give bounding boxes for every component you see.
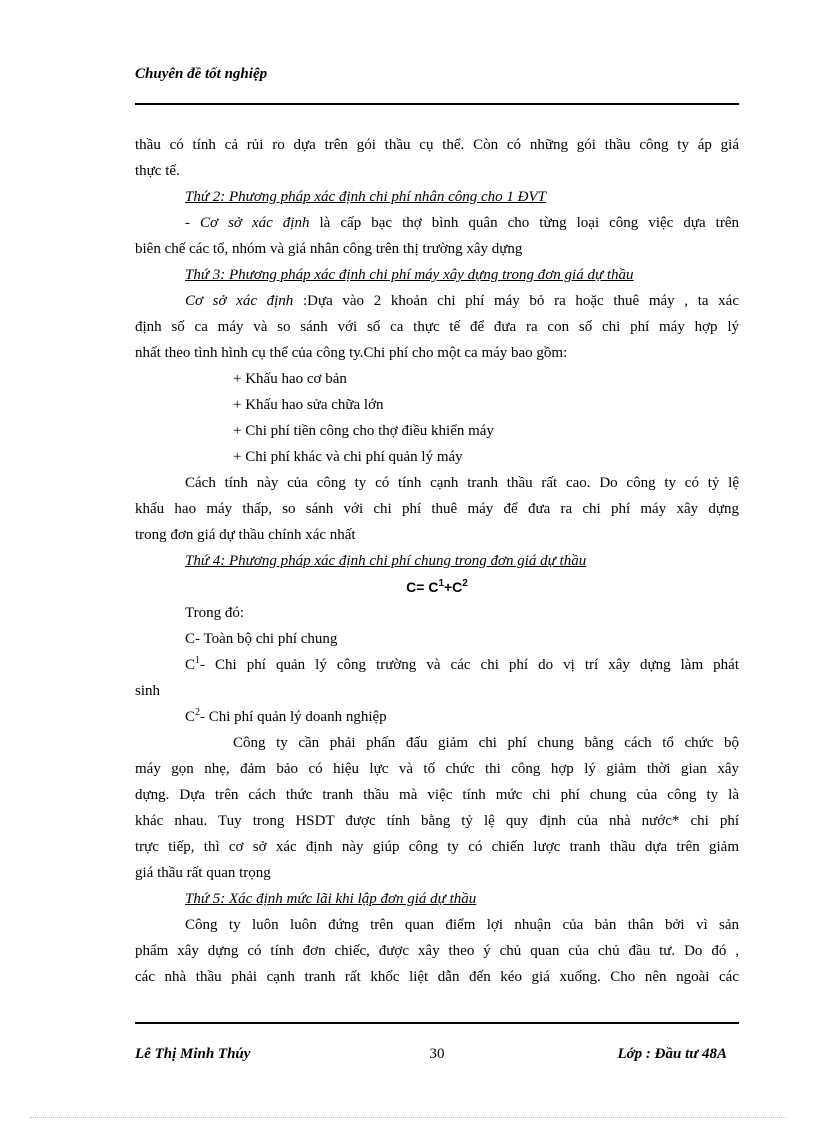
body-line: phẩm xây dựng có tính đơn chiếc, được xây theo ý chủ quan của chủ đầu tư. Do đó ,: [135, 943, 739, 959]
body-line: Cách tính này của công ty có tính cạnh tranh thầu rất cao. Do công ty có tỷ lệ: [185, 475, 739, 491]
body-line: dựng. Dựa trên cách thức tranh thầu mà việc tính mức chi phí chung của công ty là: [135, 787, 739, 803]
body-line: Công ty luôn luôn đứng trên quan điểm lợi nhuận của bản thân bởi vì sản: [185, 917, 739, 933]
section-heading-3: Thứ 3: Phương pháp xác định chi phí máy xây dựng trong đơn giá dự thầu: [185, 267, 634, 283]
text-run: - Chi phí quản lý công trường và các chi phí do vị trí xây dựng làm phát: [200, 657, 739, 673]
body-line: máy gọn nhẹ, đảm bảo có hiệu lực và tổ chức thi công hợp lý giảm thời gian xây: [135, 761, 739, 777]
body-line: khấu hao máy thấp, so sánh với chi phí thuê máy để đưa ra chi phí máy xây dựng: [135, 501, 739, 517]
text-run: C: [185, 657, 196, 673]
formula-text: C= C: [406, 579, 439, 595]
section-heading-5: Thứ 5: Xác định mức lãi khi lập đơn giá dự thầu: [185, 891, 477, 907]
list-item: + Chi phí khác và chi phí quản lý máy: [233, 449, 463, 465]
text-run-italic: Cơ sở xác định: [200, 215, 310, 231]
list-item: + Khấu hao cơ bản: [233, 371, 347, 387]
body-line: [135, 652, 739, 678]
footer-class: Lớp : Đầu tư 48A: [617, 1046, 727, 1062]
superscript: 1: [195, 655, 201, 666]
body-line: sinh: [135, 683, 161, 699]
body-line: Công ty cần phải phấn đấu giảm chi phí chung bằng cách tổ chức bộ: [233, 735, 739, 751]
superscript: 2: [195, 707, 201, 718]
body-line: các nhà thầu phải cạnh tranh rất khốc liệt dẫn đến kéo giá xuống. Cho nên ngoài các: [135, 969, 739, 985]
body-line: nhất theo tình hình cụ thể của công ty.Chi phí cho một ca máy bao gồm:: [135, 345, 568, 361]
body-line: [135, 704, 739, 730]
list-item: + Khấu hao sửa chữa lớn: [233, 397, 384, 413]
body-line: trong đơn giá dự thầu chính xác nhất: [135, 527, 356, 543]
text-run: C: [185, 709, 196, 725]
text-run: là cấp bạc thợ bình quân cho từng loại công việc dựa trên: [309, 215, 740, 231]
list-item: + Chi phí tiền công cho thợ điều khiển máy: [233, 423, 494, 439]
header-title: Chuyên đề tốt nghiệp: [135, 66, 268, 82]
page-bottom-border: [30, 1117, 786, 1118]
formula-superscript: 1: [438, 578, 444, 589]
body-line: khác nhau. Tuy trong HSDT được tính bằng tỷ lệ quy định của nhà nước* chi phí: [135, 813, 739, 829]
footer-author: Lê Thị Minh Thúy: [135, 1046, 251, 1062]
body-line: C- Toàn bộ chi phí chung: [185, 631, 338, 647]
text-run: -: [185, 215, 201, 231]
formula-text: +C: [444, 579, 463, 595]
text-run: :Dựa vào 2 khoản chi phí máy bỏ ra hoặc thuê máy , ta xác: [293, 293, 739, 309]
page-body: [135, 132, 739, 990]
page-number: 30: [429, 1046, 445, 1062]
formula: [135, 574, 739, 600]
section-heading-2: Thứ 2: Phương pháp xác định chi phí nhân công cho 1 ĐVT: [185, 189, 546, 205]
footer-rule: [135, 1022, 739, 1024]
body-line: thầu có tính cả rủi ro dựa trên gói thầu cụ thể. Còn có những gói thầu công ty áp giá: [135, 137, 739, 153]
text-run: - Chi phí quản lý doanh nghiệp: [200, 709, 387, 725]
body-line: thực tế.: [135, 163, 180, 179]
body-line: định số ca máy và so sánh với số ca thực tế để đưa ra con số chi phí máy hợp lý: [135, 319, 739, 335]
header-rule: [135, 103, 739, 105]
body-line: biên chế các tổ, nhóm và giá nhân công trên thị trường xây dựng: [135, 241, 523, 257]
body-line: [135, 210, 739, 236]
text-run-italic: Cơ sở xác định: [185, 293, 294, 309]
formula-superscript: 2: [462, 578, 468, 589]
body-line: Trong đó:: [185, 605, 245, 621]
body-line: [135, 288, 739, 314]
body-line: giá thầu rất quan trọng: [135, 865, 271, 881]
section-heading-4: Thứ 4: Phương pháp xác định chi phí chung trong đơn giá dự thầu: [185, 553, 587, 569]
body-line: trực tiếp, thì cơ sở xác định này giúp công ty có chiến lược tranh thầu dựa trên giảm: [135, 839, 739, 855]
page-footer: [135, 1046, 739, 1068]
